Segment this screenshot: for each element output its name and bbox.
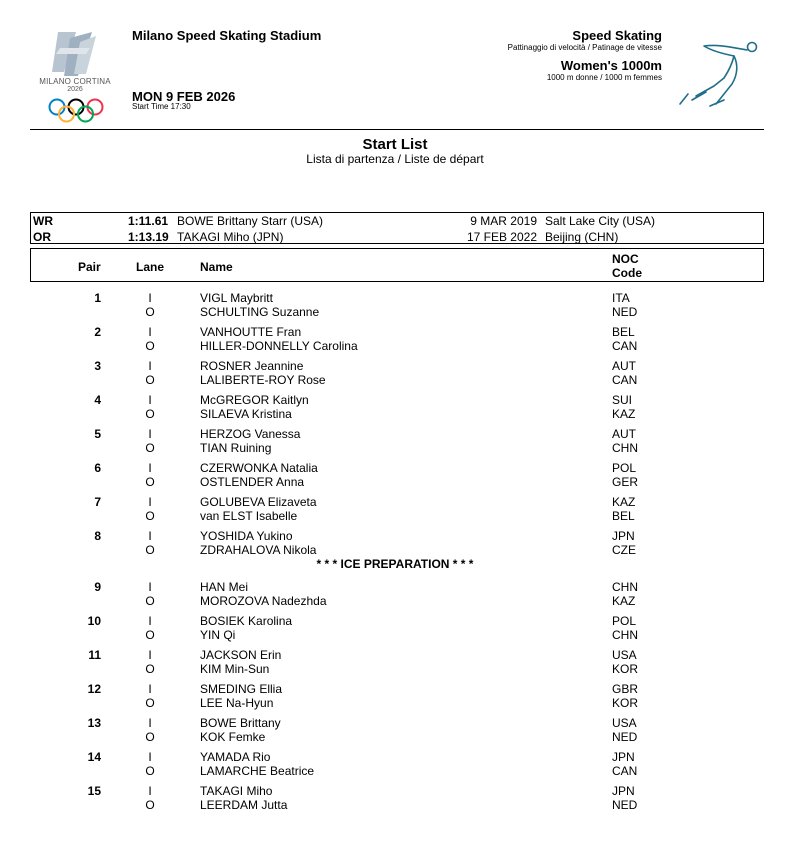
pair-number: 8	[94, 529, 101, 543]
athlete-name: HILLER-DONNELLY Carolina	[200, 339, 358, 353]
noc-code: NED	[612, 730, 638, 744]
lane: I	[148, 291, 152, 305]
athlete-name: HERZOG Vanessa	[200, 427, 301, 441]
lane: O	[145, 696, 155, 710]
noc-code: KOR	[612, 662, 639, 676]
noc-code: NED	[612, 798, 638, 812]
noc-code: NED	[612, 305, 638, 319]
lane: O	[145, 441, 155, 455]
athlete-name: LAMARCHE Beatrice	[200, 764, 315, 778]
noc-code: AUT	[612, 359, 636, 373]
noc-code: KAZ	[612, 594, 636, 608]
venue-name: Milano Speed Skating Stadium	[132, 28, 322, 43]
record-place: Salt Lake City (USA)	[545, 214, 656, 228]
lane: I	[148, 325, 152, 339]
lane: O	[145, 339, 155, 353]
record-place: Beijing (CHN)	[545, 230, 619, 244]
column-header-lane: Lane	[136, 260, 165, 274]
lane: I	[148, 580, 152, 594]
lane: O	[145, 509, 155, 523]
lane: O	[145, 628, 155, 642]
pair-number: 1	[94, 291, 101, 305]
noc-code: CHN	[612, 580, 638, 594]
lane: I	[148, 529, 152, 543]
athlete-name: JACKSON Erin	[200, 648, 282, 662]
record-time: 1:13.19	[128, 230, 169, 244]
lane: O	[145, 764, 155, 778]
noc-code: GER	[612, 475, 639, 489]
pair-number: 10	[87, 614, 101, 628]
pair-number: 14	[87, 750, 101, 764]
record-code: OR	[33, 230, 51, 244]
start-time: Start Time 17:30	[132, 102, 191, 111]
athlete-name: MOROZOVA Nadezhda	[200, 594, 327, 608]
noc-code: AUT	[612, 427, 636, 441]
column-header-pair: Pair	[78, 260, 101, 274]
event-name: Women's 1000m	[560, 58, 662, 73]
noc-code: KAZ	[612, 495, 636, 509]
noc-code: JPN	[612, 750, 635, 764]
logo-text: MILANO CORTINA	[39, 77, 111, 86]
athlete-name: KIM Min-Sun	[200, 662, 270, 676]
pair-number: 15	[87, 784, 101, 798]
pair-number: 4	[94, 393, 101, 407]
pair-number: 9	[94, 580, 101, 594]
noc-code: USA	[612, 716, 637, 730]
lane: I	[148, 359, 152, 373]
event-subtitle: 1000 m donne / 1000 m femmes	[546, 73, 662, 82]
noc-code: CZE	[612, 543, 636, 557]
athlete-name: GOLUBEVA Elizaveta	[200, 495, 317, 509]
page-subtitle: Lista di partenza / Liste de départ	[306, 152, 484, 166]
athlete-name: van ELST Isabelle	[200, 509, 298, 523]
athlete-name: SILAEVA Kristina	[200, 407, 292, 421]
athlete-name: TAKAGI Miho	[200, 784, 273, 798]
athlete-name: YIN Qi	[200, 628, 236, 642]
noc-code: USA	[612, 648, 637, 662]
noc-code: CAN	[612, 373, 638, 387]
lane: O	[145, 407, 155, 421]
lane: I	[148, 461, 152, 475]
athlete-name: LALIBERTE-ROY Rose	[200, 373, 326, 387]
record-date: 17 FEB 2022	[466, 230, 537, 244]
sport-subtitle: Pattinaggio di velocità / Patinage de vitesse	[507, 43, 662, 52]
lane: I	[148, 750, 152, 764]
lane: O	[145, 798, 155, 812]
athlete-name: KOK Femke	[200, 730, 266, 744]
noc-code: ITA	[612, 291, 630, 305]
pair-number: 2	[94, 325, 101, 339]
pair-number: 3	[94, 359, 101, 373]
record-date: 9 MAR 2019	[470, 214, 537, 228]
noc-code: POL	[612, 461, 637, 475]
athlete-name: TIAN Ruining	[200, 441, 272, 455]
athlete-name: BOSIEK Karolina	[200, 614, 293, 628]
athlete-name: SMEDING Ellia	[200, 682, 283, 696]
athlete-name: ROSNER Jeannine	[200, 359, 304, 373]
sport-name: Speed Skating	[572, 28, 662, 43]
lane: O	[145, 305, 155, 319]
noc-code: CHN	[612, 441, 638, 455]
pair-number: 5	[94, 427, 101, 441]
pair-number: 6	[94, 461, 101, 475]
pair-number: 13	[87, 716, 101, 730]
lane: I	[148, 427, 152, 441]
athlete-name: VIGL Maybritt	[200, 291, 273, 305]
lane: O	[145, 543, 155, 557]
lane: O	[145, 730, 155, 744]
lane: O	[145, 662, 155, 676]
athlete-name: CZERWONKA Natalia	[200, 461, 318, 475]
noc-code: BEL	[612, 325, 635, 339]
event-date: MON 9 FEB 2026	[132, 89, 236, 104]
noc-code: JPN	[612, 529, 635, 543]
noc-code: CAN	[612, 764, 638, 778]
noc-code: CAN	[612, 339, 638, 353]
athlete-name: OSTLENDER Anna	[200, 475, 305, 489]
lane: I	[148, 648, 152, 662]
lane: I	[148, 784, 152, 798]
athlete-name: BOWE Brittany	[200, 716, 281, 730]
lane: I	[148, 682, 152, 696]
lane: I	[148, 393, 152, 407]
lane: O	[145, 373, 155, 387]
record-code: WR	[33, 214, 53, 228]
noc-code: POL	[612, 614, 637, 628]
athlete-name: YOSHIDA Yukino	[200, 529, 293, 543]
record-time: 1:11.61	[128, 214, 169, 228]
athlete-name: SCHULTING Suzanne	[200, 305, 320, 319]
lane: I	[148, 716, 152, 730]
athlete-name: YAMADA Rio	[200, 750, 271, 764]
lane: I	[148, 614, 152, 628]
pair-number: 7	[94, 495, 101, 509]
noc-code: SUI	[612, 393, 633, 407]
lane: O	[145, 594, 155, 608]
lane: I	[148, 495, 152, 509]
athlete-name: ZDRAHALOVA Nikola	[200, 543, 317, 557]
column-header-code: Code	[612, 266, 642, 280]
athlete-name: McGREGOR Kaitlyn	[200, 393, 309, 407]
pair-number: 12	[87, 682, 101, 696]
athlete-name: LEE Na-Hyun	[200, 696, 274, 710]
column-header-noc: NOC	[612, 252, 639, 266]
athlete-name: VANHOUTTE Fran	[200, 325, 302, 339]
noc-code: BEL	[612, 509, 635, 523]
noc-code: JPN	[612, 784, 635, 798]
noc-code: KOR	[612, 696, 639, 710]
record-holder: TAKAGI Miho (JPN)	[177, 230, 284, 244]
logo-year: 2026	[67, 86, 83, 93]
noc-code: CHN	[612, 628, 638, 642]
column-header-name: Name	[200, 260, 233, 274]
page-title: Start List	[362, 136, 428, 153]
record-holder: BOWE Brittany Starr (USA)	[177, 214, 324, 228]
noc-code: KAZ	[612, 407, 636, 421]
pair-number: 11	[88, 648, 101, 662]
noc-code: GBR	[612, 682, 639, 696]
ice-preparation-notice: * * * ICE PREPARATION * * *	[316, 557, 474, 571]
athlete-name: LEERDAM Jutta	[200, 798, 288, 812]
lane: O	[145, 475, 155, 489]
athlete-name: HAN Mei	[200, 580, 249, 594]
